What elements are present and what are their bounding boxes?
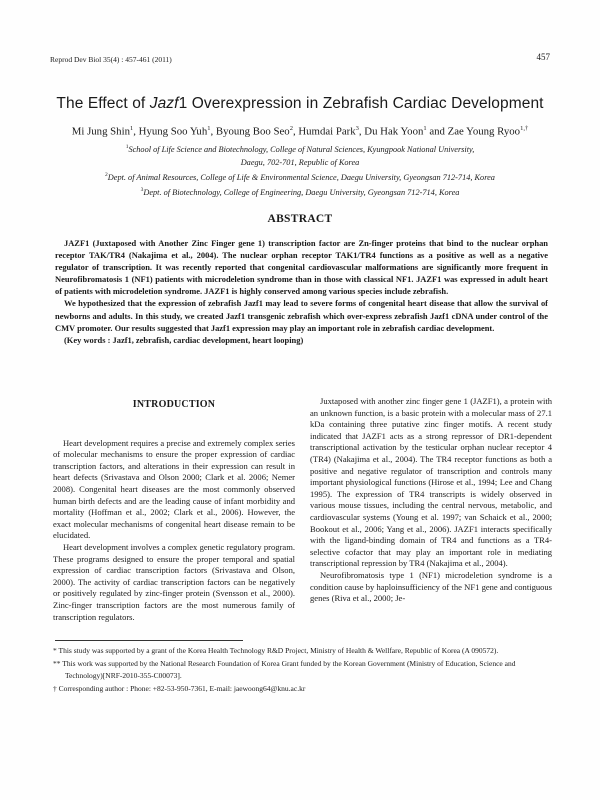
body-paragraph: Heart development requires a precise and extremely complex series of molecular mechanisms to ensure the proper expression of cardiac transcription factors, and alterations in their expression can result in heart defects (Srivastava and Olson 2000; Clark et al. 2006; Nemer 2008). Congenital heart diseases are the most commonly observed human birth defects and are the leading cause of infant morbidity and mortality (Hoffman et al., 2002; Clark et al., 2006). However, the exact molecular mechanisms of congenital heart disease remain to be elucidated. (53, 437, 295, 541)
abstract (55, 237, 548, 346)
running-head (50, 52, 550, 66)
body-paragraph: Neurofibromatosis type 1 (NF1) microdeletion syndrome is a condition cause by haploinsufficiency of the NF1 gene and contiguous genes (Riva et al., 2000; Je- (310, 569, 552, 604)
affiliation-2 (30, 169, 570, 184)
title-suffix: 1 Overexpression in Zebrafish Cardiac Development (178, 95, 544, 112)
abstract-heading: ABSTRACT (267, 213, 333, 225)
section-heading-introduction: INTRODUCTION (132, 399, 216, 410)
affiliation-mark: 3 (140, 186, 144, 193)
author-affiliation-mark: 1,† (520, 125, 529, 132)
left-column (53, 397, 295, 623)
journal-reference: Reprod Dev Biol 35(4) : 457-461 (2011) (50, 55, 172, 64)
right-column (310, 396, 552, 605)
affiliation-1-cont: Daegu, 702-701, Republic of Korea (240, 157, 360, 167)
footnotes (53, 645, 550, 695)
affiliation-text: School of Life Science and Biotechnology, College of Natural Sciences, Kyungpook National University, (128, 144, 475, 154)
affiliation-text: Dept. of Biotechnology, College of Engineering, Daegu University, Gyeongsan 712-714, Korea (143, 187, 460, 197)
author: Hyung Soo Yuh (138, 125, 208, 138)
author-separator: , (210, 125, 216, 138)
author: Humdai Park (298, 125, 356, 138)
title-gene: Jazf (149, 95, 179, 112)
author-affiliation-mark: 1 (423, 125, 427, 132)
author-separator: , (133, 125, 139, 138)
author-separator: , (358, 125, 365, 138)
author-separator: , (292, 125, 299, 138)
abstract-paragraph: JAZF1 (Juxtaposed with Another Zinc Finger gene 1) transcription factor are Zn-finger proteins that bind to the nuclear orphan receptor TAK/TR4 (Nakajima et al., 2004). The nuclear orphan receptor TAK1/TR4 functions as a positive as well as a negative regulator of transcription. It was recently reported that congenital cardiovascular malformations are significantly more frequent in Neurofibromatosis 1 (NF1) patients with microdeletion syndrome than in those with classical NF1. JAZF1 was expressed in adult heart of patients with microdeletion syndrome. JAZF1 is highly conserved among various species include zebrafish. (55, 238, 548, 297)
author-affiliation-mark: 1 (129, 125, 134, 132)
abstract-paragraph: We hypothesized that the expression of zebrafish Jazf1 may lead to severe forms of congenital heart disease that allow the survival of newborns and adults. In this study, we created Jazf1 transgenic zebrafish which over-express zebrafish Jazf1 cDNA under control of the CMV promoter. Our results suggested that Jazf1 expression may play an important role in zebrafish cardiac development. (55, 298, 548, 333)
author-affiliation-mark: 1 (207, 125, 211, 132)
body-paragraph: Heart development involves a complex genetic regulatory program. These programs designed to ensure the proper temporal and spatial expression of cardiac transcription factors (Srivastava and Olson, 2000). The activity of cardiac transcription factors can be negatively or positively regulated by zinc-finger protein (Svensson et al., 2000). Zinc-finger transcription factors are the most numerous family of transcription regulators. (53, 541, 295, 622)
keywords: (Key words : Jazf1, zebrafish, cardiac development, heart looping) (64, 334, 304, 345)
author: Byoung Boo Seo (215, 125, 290, 138)
footnote-funding-1: * This study was supported by a grant of the Korea Health Technology R&D Project, Ministry of Health & Wellfare, Republic of Korea (A 090572). (53, 646, 499, 655)
author: Du Hak Yoon (364, 125, 424, 138)
author-affiliation-mark: 3 (355, 125, 359, 132)
affiliation-3 (30, 184, 570, 199)
affiliation-mark: 1 (125, 144, 129, 150)
title-prefix: The Effect of (56, 95, 150, 112)
author-separator: and (426, 125, 448, 138)
footnote-divider (55, 640, 243, 641)
page-number: 457 (536, 52, 550, 62)
affiliation-1 (30, 141, 570, 156)
author-affiliation-mark: 2 (289, 125, 293, 132)
author: Mi Jung Shin (71, 125, 130, 138)
footnote-corresponding-author: † Corresponding author : Phone: +82-53-950-7361, E-mail: jaewoong64@knu.ac.kr (53, 684, 306, 693)
paper-title (30, 95, 570, 113)
affiliation-text: Dept. of Animal Resources, College of Life & Environmental Science, Daegu University, Gyeongsan 712-714, Korea (107, 172, 495, 182)
affiliations (30, 141, 570, 198)
body-paragraph: Juxtaposed with another zinc finger gene 1 (JAZF1), a protein with an unknown function, is a basic protein with a molecular mass of 27.1 kDa containing three putative zinc finger motifs. A recent study indicated that JAZF1 acts as a strong repressor of DR1-dependent transcriptional activation by the testicular orphan nuclear receptor 4 (TR4) (Nakajima et al., 2004). The TR4 receptor functions as both a positive and negative regulator of transcription and controls many important physiological functions (Hirose et al., 1994; Lee and Chang 1995). The expression of TR4 transcripts is widely observed in various mouse tissues, including the central nervous, metabolic, and cardiovascular systems (Young et al. 1997; van Schaick et al., 2000; Bookout et al., 2006; Yang et al., 2006). JAZF1 interacts specifically with the ligand-binding domain of TR4 and functions as a TR4-selective cofactor that may play an important role in mediating transcriptional repression by TR4 (Nakajima et al., 2004). (310, 396, 552, 569)
footnote-funding-2: ** This work was supported by the National Research Foundation of Korea Grant funded by the Korean Government (Ministry of Education, Science and Technology)[NRF-2010-355-C00073]. (53, 659, 516, 680)
affiliation-mark: 2 (105, 171, 108, 178)
author-list (30, 125, 570, 138)
author: Zae Young Ryoo (447, 125, 521, 138)
